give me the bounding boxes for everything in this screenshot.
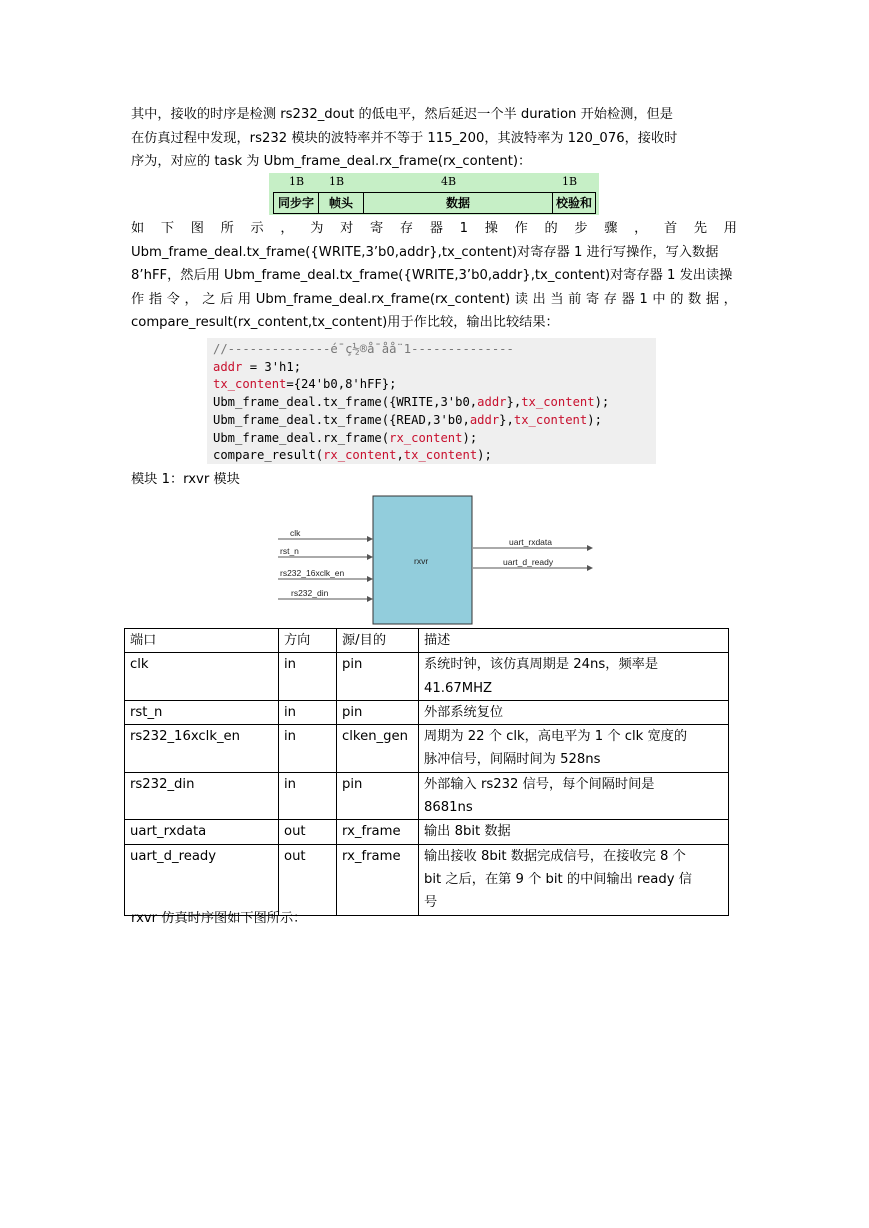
intro-line-3: 序为，对应的 task 为 Ubm_frame_deal.rx_frame(rx_content)：	[131, 154, 532, 170]
code-text: );	[594, 395, 610, 410]
code-text: Ubm_frame_deal.tx_frame({READ,3'b0,	[213, 412, 470, 427]
word: 为	[310, 221, 324, 236]
word: 1	[459, 221, 469, 236]
ports-table	[124, 628, 729, 916]
byte-size-checksum: 1B	[562, 175, 578, 188]
input-label-din: rs232_din	[291, 588, 329, 598]
word: 令	[166, 291, 180, 307]
word: 器	[429, 221, 443, 236]
word: 下	[160, 221, 175, 236]
word: Ubm_frame_deal.rx_frame(rx_content)	[255, 291, 511, 307]
word: 当	[550, 291, 564, 307]
code-var: addr	[213, 359, 243, 374]
desc-line: 外部输入 rs232 信号，每个间隔时间是	[424, 776, 655, 792]
cell-port: rst_n	[125, 700, 279, 724]
cell-desc	[419, 844, 729, 915]
table-row	[125, 653, 729, 701]
module-heading-text: 模块 1：rxvr 模块	[131, 472, 240, 487]
output-label-ready: uart_d_ready	[503, 557, 554, 567]
steps-line-4	[131, 288, 737, 312]
steps-line-5: compare_result(rx_content,tx_content)用于作比较，输出比较结果：	[131, 315, 559, 331]
word: 出	[532, 291, 546, 307]
timing-caption	[131, 907, 737, 931]
intro-line-1: 其中，接收的时序是检测 rs232_dout 的低电平，然后延迟一个半 duration 开始检测，但是	[131, 107, 673, 122]
word: ，	[184, 291, 198, 307]
word: 前	[568, 291, 582, 307]
frame-fields	[273, 192, 596, 214]
table-row	[125, 772, 729, 820]
code-text: Ubm_frame_deal.tx_frame({WRITE,3'b0,	[213, 395, 478, 410]
cell-dir: in	[279, 772, 337, 820]
input-label-clken: rs232_16xclk_en	[280, 568, 345, 578]
field-frame-header: 帧头	[319, 193, 364, 213]
code-var: tx_content	[403, 448, 478, 463]
desc-line: 41.67MHZ	[424, 680, 493, 696]
code-text: );	[587, 412, 602, 427]
intro-line-2: 在仿真过程中发现，rs232 模块的波特率并不等于 115_200，其波特率为 120_076，接收时	[131, 130, 678, 146]
word: 所	[220, 221, 234, 236]
cell-desc	[419, 653, 729, 701]
cell-port: rs232_din	[125, 772, 279, 820]
output-label-rxdata: uart_rxdata	[509, 537, 552, 547]
table-row	[125, 820, 729, 844]
header-description: 描述	[419, 629, 729, 653]
code-var: addr	[477, 395, 507, 410]
steps-line-1	[131, 217, 737, 241]
field-checksum: 校验和	[555, 196, 592, 210]
desc-line: 输出接收 8bit 数据完成信号，在接收完 8 个	[424, 848, 686, 864]
code-text: = 3'h1;	[242, 359, 302, 374]
cell-port: rs232_16xclk_en	[125, 725, 279, 773]
cell-src: pin	[337, 772, 419, 820]
code-text: },	[499, 412, 514, 427]
timing-caption-text: rxvr 仿真时序图如下图所示：	[131, 911, 307, 926]
word: ，	[280, 221, 294, 236]
cell-dir: in	[279, 725, 337, 773]
cell-src: clken_gen	[337, 725, 419, 773]
code-text: );	[477, 448, 492, 463]
desc-line: 输出 8bit 数据	[424, 824, 511, 840]
table-row	[125, 700, 729, 724]
desc-line: 周期为 22 个 clk，高电平为 1 个 clk 宽度的	[424, 729, 688, 745]
desc-line: 8681ns	[424, 800, 473, 816]
word: 中	[652, 291, 666, 307]
table-row	[125, 844, 729, 915]
word: 的	[670, 291, 684, 307]
cell-port: clk	[125, 653, 279, 701]
word: 首	[663, 221, 678, 236]
frame-structure-figure	[269, 173, 599, 215]
word: 读	[514, 291, 528, 307]
cell-dir: out	[279, 844, 337, 915]
code-var: tx_content	[521, 395, 595, 410]
cell-dir: in	[279, 653, 337, 701]
desc-line: bit 之后，在第 9 个 bit 的中间输出 ready 信	[424, 871, 692, 887]
code-comment: //--------------é¯ç½®å¯åå¨1--------------	[213, 342, 514, 356]
word: 存	[399, 221, 414, 236]
desc-line: 系统时钟，该仿真周期是 24ns，频率是	[424, 657, 659, 673]
cell-src: pin	[337, 653, 419, 701]
code-var: rx_content	[389, 430, 463, 445]
cell-dir: out	[279, 820, 337, 844]
header-source: 源/目的	[337, 629, 419, 653]
cell-src: rx_frame	[337, 844, 419, 915]
cell-src: pin	[337, 700, 419, 724]
cell-desc	[419, 772, 729, 820]
word: 骤	[604, 221, 618, 236]
word: 的	[544, 221, 558, 236]
byte-size-data: 4B	[441, 175, 457, 188]
word: 数	[688, 291, 702, 307]
desc-line: 脉冲信号，间隔时间为 528ns	[424, 752, 601, 768]
word: 据	[705, 291, 720, 307]
word: 之	[202, 291, 216, 307]
word: 1	[639, 291, 648, 307]
cell-desc	[419, 725, 729, 773]
steps-line-2: Ubm_frame_deal.tx_frame({WRITE,3’b0,addr},tx_content)对寄存器 1 进行写操作，写入数据	[131, 244, 719, 260]
code-var: tx_content	[213, 377, 287, 392]
byte-size-sync: 1B	[289, 175, 305, 188]
input-label-clk: clk	[290, 528, 301, 538]
code-text: Ubm_frame_deal.rx_frame(	[213, 430, 390, 445]
word: 示	[250, 221, 264, 236]
cell-port: uart_d_ready	[125, 844, 279, 915]
byte-size-header: 1B	[329, 175, 345, 188]
code-text: },	[506, 395, 522, 410]
word: 器	[621, 291, 635, 307]
cell-desc	[419, 820, 729, 844]
steps-paragraph	[131, 217, 737, 335]
header-port: 端口	[125, 629, 279, 653]
code-text: compare_result(	[213, 448, 324, 463]
word: ，	[723, 291, 737, 307]
module-heading	[131, 468, 737, 492]
cell-port: uart_rxdata	[125, 820, 279, 844]
cell-dir: in	[279, 700, 337, 724]
word: 指	[148, 291, 162, 307]
word: 作	[514, 221, 528, 236]
field-data: 数据	[364, 193, 553, 213]
word: 后	[220, 291, 234, 307]
word: 作	[131, 291, 145, 307]
word: 如	[131, 221, 145, 236]
table-row	[125, 725, 729, 773]
word: 用	[723, 221, 737, 236]
table-header-row	[125, 629, 729, 653]
word: ，	[634, 221, 648, 236]
word: 存	[603, 291, 617, 307]
code-snippet	[207, 338, 656, 464]
word: 先	[693, 221, 708, 236]
input-label-rst: rst_n	[280, 546, 299, 556]
word: 对	[340, 221, 354, 236]
cell-desc	[419, 700, 729, 724]
header-direction: 方向	[279, 629, 337, 653]
word: 操	[484, 221, 498, 236]
word: 图	[190, 221, 204, 236]
code-text: );	[462, 430, 478, 445]
word: 寄	[585, 291, 600, 307]
word: 用	[237, 291, 252, 307]
intro-paragraph	[131, 103, 737, 174]
code-text: ={24'b0,8'hFF};	[286, 377, 397, 392]
word: 寄	[370, 221, 384, 236]
steps-line-3: 8’hFF，然后用 Ubm_frame_deal.tx_frame({WRITE,3’b0,addr},tx_content)对寄存器 1 发出读操	[131, 268, 733, 284]
code-var: rx_content	[323, 448, 397, 463]
word: 步	[574, 221, 588, 236]
block-label: rxvr	[414, 556, 429, 566]
cell-src: rx_frame	[337, 820, 419, 844]
rxvr-block-diagram	[270, 493, 600, 628]
field-sync-word: 同步字	[274, 193, 319, 213]
code-var: addr	[469, 412, 500, 427]
desc-line: 号	[424, 895, 438, 911]
desc-line: 外部系统复位	[424, 704, 504, 720]
code-var: tx_content	[513, 412, 588, 427]
code-text: ,	[396, 448, 404, 463]
